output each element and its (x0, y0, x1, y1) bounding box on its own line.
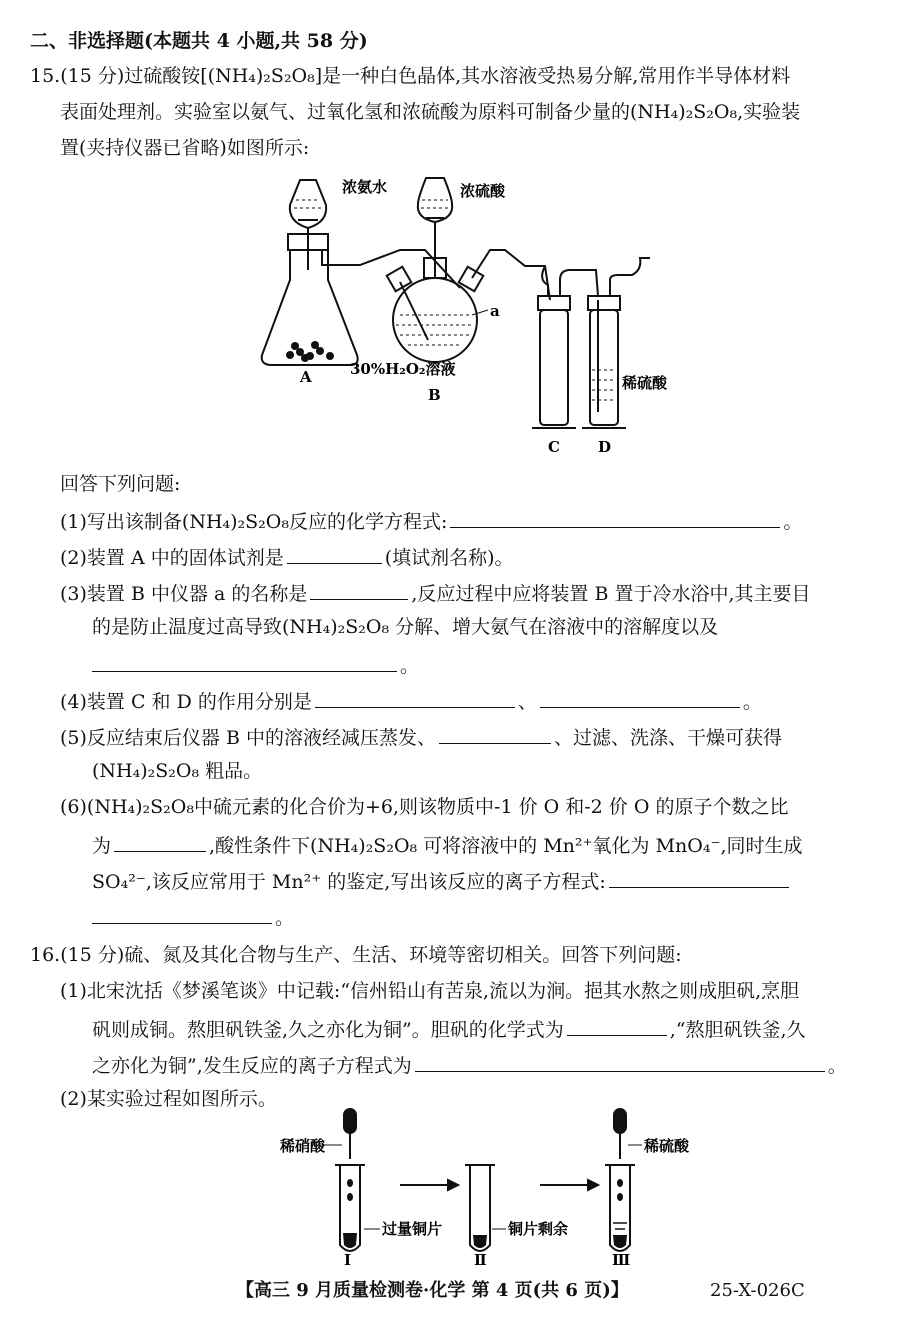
label-dilute-acid: 稀硫酸 (622, 374, 668, 392)
q16-sub1-equation-prompt: 之亦化为铜”,发生反应的离子方程式为 (92, 1055, 412, 1077)
label-nitric: 稀硝酸 (280, 1137, 326, 1155)
q16-sub1-line2 (92, 1018, 806, 1040)
label-D: D (598, 438, 612, 456)
q15-sub1: (1)写出该制备(NH₄)₂S₂O₈反应的化学方程式: 。 (60, 511, 803, 533)
answer-blank-4[interactable] (92, 654, 397, 672)
label-ammonia: 浓氨水 (342, 178, 388, 196)
bottle-d (590, 310, 618, 425)
flask-a (262, 250, 358, 365)
q16-sub2: (2)某实验过程如图所示。 (60, 1088, 277, 1110)
q15-sub3-line3: 。 (92, 654, 419, 676)
section-title: 二、非选择题(本题共 4 小题,共 58 分) (30, 30, 368, 52)
footer-code: 25-X-026C (710, 1280, 805, 1301)
answer-blank-9[interactable] (609, 870, 789, 888)
q15-sub6-equation-prompt: SO₄²⁻,该反应常用于 Mn²⁺ 的鉴定,写出该反应的离子方程式: (92, 871, 606, 893)
q15-sub6-tail: ,酸性条件下(NH₄)₂S₂O₈ 可将溶液中的 Mn²⁺氧化为 MnO₄⁻,同时生成 (209, 835, 803, 857)
answer-blank-3[interactable] (310, 582, 408, 600)
answer-blank-8[interactable] (114, 834, 206, 852)
q15-sub5-text: (5)反应结束后仪器 B 中的溶液经减压蒸发、 (60, 727, 436, 749)
q16-sub1-line1: (1)北宋沈括《梦溪笔谈》中记载:“信州铅山有苦泉,流以为涧。挹其水熬之则成胆矾,烹胆 (60, 980, 800, 1002)
q15-sub6-line4: 。 (92, 906, 294, 928)
label-a: a (490, 302, 500, 320)
q15-intro-line2: 表面处理剂。实验室以氨气、过氧化氢和浓硫酸为原料可制备少量的(NH₄)₂S₂O₈,实验装 (60, 101, 801, 123)
label-copper-remain: 铜片剩余 (508, 1220, 569, 1238)
answer-blank-6[interactable] (540, 690, 740, 708)
q15-sub1-text: (1)写出该制备(NH₄)₂S₂O₈反应的化学方程式: (60, 511, 448, 533)
label-A: A (300, 368, 312, 386)
q15-sub2 (60, 546, 514, 568)
apparatus-figure (250, 170, 670, 460)
q15-sub6-line2 (92, 834, 803, 856)
q15-intro-line3: 置(夹持仪器已省略)如图所示: (60, 137, 310, 159)
q15-sub5-line1 (60, 726, 782, 748)
label-acid: 浓硫酸 (460, 182, 506, 200)
q15-intro-line1: 15.(15 分)过硫酸铵[(NH₄)₂S₂O₈]是一种白色晶体,其水溶液受热易分解,常用作半导体材料 (30, 65, 791, 87)
dropper-1 (344, 1109, 356, 1133)
label-excess-copper: 过量铜片 (382, 1220, 443, 1238)
q15-sub5-line2: (NH₄)₂S₂O₈ 粗品。 (92, 760, 263, 782)
q15-sub6-text: 为 (92, 835, 112, 857)
answer-blank-11[interactable] (567, 1018, 667, 1036)
flask-b (393, 278, 477, 362)
q16-sub1-tail: ,“熬胆矾铁釜,久 (669, 1019, 806, 1041)
q16-intro: 16.(15 分)硫、氮及其化合物与生产、生活、环境等密切相关。回答下列问题: (30, 944, 682, 966)
label-h2o2: 30%H₂O₂溶液 (350, 360, 456, 378)
label-sulfuric: 稀硫酸 (644, 1137, 690, 1155)
dropper-3 (614, 1109, 626, 1133)
q15-sub2-text: (2)装置 A 中的固体试剂是 (60, 547, 284, 569)
answer-blank-1[interactable] (450, 510, 780, 528)
q16-sub1-text: 矾则成铜。熬胆矾铁釜,久之亦化为铜”。胆矾的化学式为 (92, 1019, 564, 1041)
label-B: B (428, 386, 441, 404)
label-tube-III: Ⅲ (612, 1251, 631, 1265)
q15-sub5-tail: 、过滤、洗涤、干燥可获得 (553, 727, 782, 749)
q15-sub3-tail: ,反应过程中应将装置 B 置于冷水浴中,其主要目 (411, 583, 811, 605)
label-tube-I: Ⅰ (344, 1251, 352, 1265)
test-tube-figure (280, 1105, 700, 1265)
q15-sub3-text: (3)装置 B 中仪器 a 的名称是 (60, 583, 308, 605)
answer-blank-10[interactable] (92, 906, 272, 924)
answer-blank-5[interactable] (315, 690, 515, 708)
label-C: C (548, 438, 560, 456)
q15-sub4-text: (4)装置 C 和 D 的作用分别是 (60, 691, 312, 713)
label-tube-II: Ⅱ (474, 1251, 487, 1265)
q15-sub3-line1 (60, 582, 811, 604)
q15-sub6-line1: (6)(NH₄)₂S₂O₈中硫元素的化合价为+6,则该物质中-1 价 O 和-2 价 O 的原子个数之比 (60, 796, 789, 818)
q15-sub6-line3 (92, 870, 792, 892)
answer-blank-2[interactable] (287, 546, 382, 564)
q15-sub4: (4)装置 C 和 D 的作用分别是 、 。 (60, 691, 762, 713)
footer-page-info: 【高三 9 月质量检测卷·化学 第 4 页(共 6 页)】 (236, 1280, 629, 1301)
answer-blank-12[interactable] (415, 1054, 825, 1072)
answer-blank-7[interactable] (439, 726, 551, 744)
q15-sub3-line2: 的是防止温度过高导致(NH₄)₂S₂O₈ 分解、增大氨气在溶液中的溶解度以及 (92, 616, 719, 638)
q16-sub1-line3: 之亦化为铜”,发生反应的离子方程式为 。 (92, 1055, 847, 1077)
bottle-c (540, 310, 568, 425)
q15-sub2-tail: (填试剂名称)。 (384, 547, 514, 569)
answer-intro: 回答下列问题: (60, 473, 181, 495)
